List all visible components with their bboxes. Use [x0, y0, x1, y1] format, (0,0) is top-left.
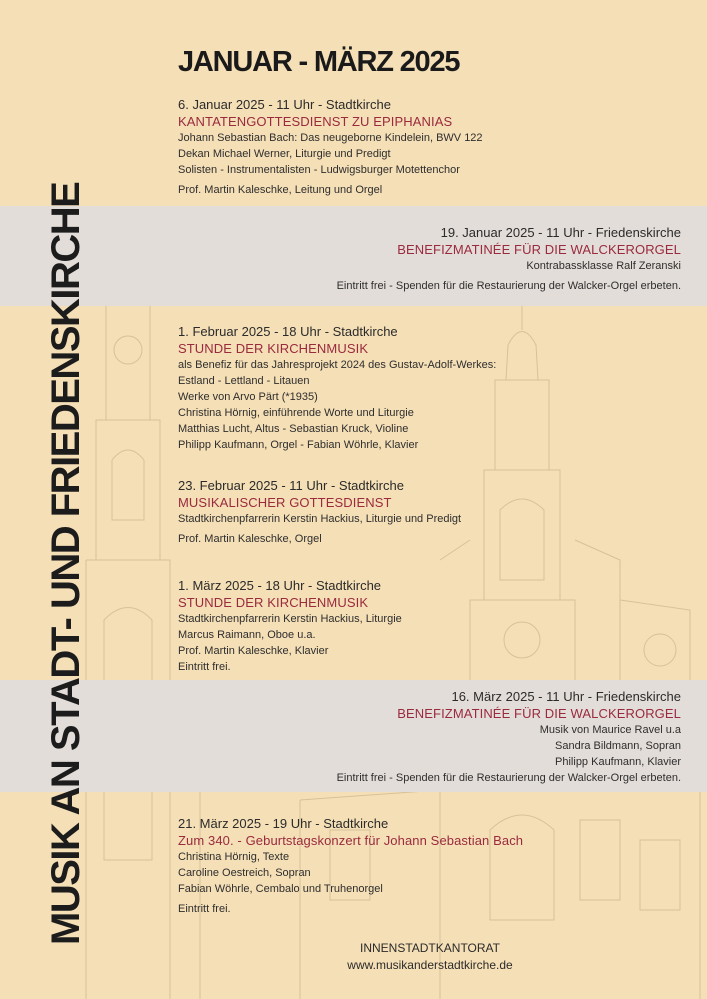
event-line: Stadtkirchenpfarrerin Kerstin Hackius, Liturgie — [178, 613, 402, 625]
page-title: JANUAR - MÄRZ 2025 — [178, 46, 460, 78]
event-headline: MUSIKALISCHER GOTTESDIENST — [178, 495, 392, 510]
event-line: Caroline Oestreich, Sopran — [178, 867, 311, 879]
event-line: Eintritt frei. — [178, 661, 231, 673]
event-line: Prof. Martin Kaleschke, Leitung und Orgel — [178, 184, 383, 196]
event-line: Philipp Kaufmann, Klavier — [555, 756, 681, 768]
event-card — [178, 477, 461, 547]
event-card — [178, 577, 402, 675]
event-date: 1. März 2025 - 18 Uhr - Stadtkirche — [178, 578, 382, 593]
event-line: Fabian Wöhrle, Cembalo und Truhenorgel — [178, 883, 383, 895]
event-headline: BENEFIZMATINÉE FÜR DIE WALCKERORGEL — [397, 706, 681, 721]
event-headline: KANTATENGOTTESDIENST ZU EPIPHANIAS — [178, 114, 453, 129]
event-line: Philipp Kaufmann, Orgel - Fabian Wöhrle, Klavier — [178, 439, 419, 451]
event-line: Eintritt frei - Spenden für die Restaurierung der Walcker-Orgel erbeten. — [336, 772, 681, 784]
event-card — [337, 688, 681, 786]
event-date: 23. Februar 2025 - 11 Uhr - Stadtkirche — [178, 478, 404, 493]
event-line: Eintritt frei - Spenden für die Restaurierung der Walcker-Orgel erbeten. — [336, 280, 681, 292]
event-line: Kontrabassklasse Ralf Zeranski — [526, 260, 681, 272]
event-line: Stadtkirchenpfarrerin Kerstin Hackius, Liturgie und Predigt — [178, 513, 462, 525]
event-line: Estland - Lettland - Litauen — [178, 375, 310, 387]
event-line: Musik von Maurice Ravel u.a — [539, 724, 681, 736]
event-headline: Zum 340. - Geburtstagskonzert für Johann Sebastian Bach — [178, 833, 524, 848]
event-line: Solisten - Instrumentalisten - Ludwigsburger Motettenchor — [178, 164, 460, 176]
event-line: Johann Sebastian Bach: Das neugeborne Kindelein, BWV 122 — [178, 132, 483, 144]
event-card — [178, 815, 523, 917]
event-line: Werke von Arvo Pärt (*1935) — [178, 391, 318, 403]
event-card — [178, 323, 496, 453]
event-date: 6. Januar 2025 - 11 Uhr - Stadtkirche — [178, 97, 391, 112]
event-date: 16. März 2025 - 11 Uhr - Friedenskirche — [451, 689, 681, 704]
event-line: Matthias Lucht, Altus - Sebastian Kruck, Violine — [178, 423, 409, 435]
event-headline: BENEFIZMATINÉE FÜR DIE WALCKERORGEL — [397, 242, 681, 257]
event-line: Prof. Martin Kaleschke, Klavier — [178, 645, 329, 657]
event-line: Christina Hörnig, Texte — [178, 851, 290, 863]
event-line: Christina Hörnig, einführende Worte und Liturgie — [178, 407, 414, 419]
event-line: Sandra Bildmann, Sopran — [555, 740, 681, 752]
event-line: Eintritt frei. — [178, 903, 231, 915]
event-line: Marcus Raimann, Oboe u.a. — [178, 629, 316, 641]
event-line: als Benefiz für das Jahresprojekt 2024 des Gustav-Adolf-Werkes: — [178, 359, 497, 371]
event-headline: STUNDE DER KIRCHENMUSIK — [178, 595, 369, 610]
footer-website-link[interactable]: www.musikanderstadtkirche.de — [347, 958, 513, 972]
footer — [290, 940, 570, 974]
event-date: 19. Januar 2025 - 11 Uhr - Friedenskirche — [440, 225, 681, 240]
event-headline: STUNDE DER KIRCHENMUSIK — [178, 341, 369, 356]
event-line: Prof. Martin Kaleschke, Orgel — [178, 533, 322, 545]
event-card — [337, 224, 681, 294]
event-line: Dekan Michael Werner, Liturgie und Predigt — [178, 148, 391, 160]
sidebar-title: MUSIK AN STADT- UND FRIEDENSKIRCHE — [44, 182, 88, 945]
event-date: 1. Februar 2025 - 18 Uhr - Stadtkirche — [178, 324, 398, 339]
event-date: 21. März 2025 - 19 Uhr - Stadtkirche — [178, 816, 389, 831]
footer-org: INNENSTADTKANTORAT — [359, 941, 500, 955]
event-card — [178, 96, 483, 198]
